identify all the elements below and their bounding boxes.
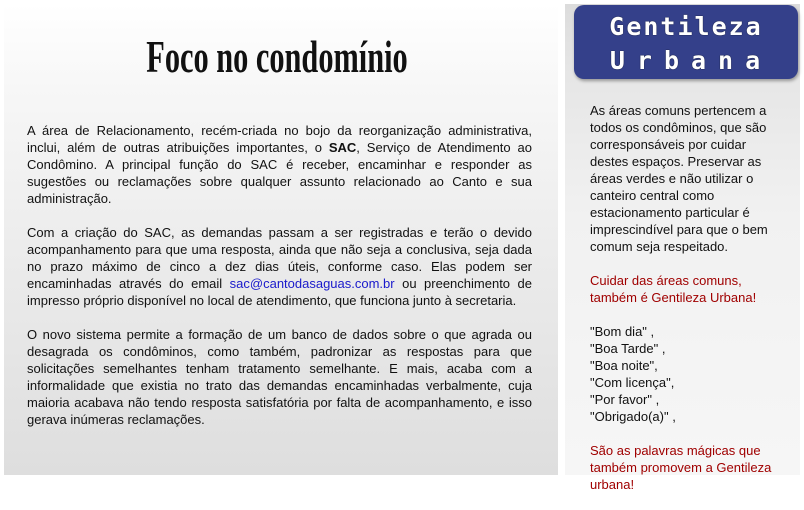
sidebar-highlight-2: São as palavras mágicas que também promovem a Gentileza urbana! — [590, 443, 772, 492]
magic-word-item: "Por favor" , — [590, 392, 660, 407]
article-body — [27, 122, 532, 445]
magic-word-item: "Bom dia" , — [590, 324, 655, 339]
magic-word-item: "Obrigado(a)" , — [590, 409, 676, 424]
article-paragraph-1 — [27, 122, 532, 207]
magic-word-item: "Boa noite", — [590, 358, 658, 373]
sac-email-link[interactable]: sac@cantodasaguas.com.br — [229, 276, 395, 291]
paragraph-1-text-b: , Serviço de Atendimento ao Condômino. A principal função do SAC é receber, encaminhar e responder as sugestões ou reclamações sobre qualquer assunto relacionado ao Canto e sua administração. — [27, 140, 532, 206]
sidebar-highlight-1: Cuidar das áreas comuns, também é Gentileza Urbana! — [590, 273, 757, 305]
gentileza-urbana-badge — [574, 5, 798, 79]
magic-word-item: "Com licença", — [590, 375, 675, 390]
paragraph-1-text-a: A área de Relacionamento, recém-criada no bojo da reorganização administrativa, inclui, além de outras atribuições importantes, o — [27, 123, 532, 155]
article-paragraph-3: O novo sistema permite a formação de um banco de dados sobre o que agrada ou desagrada os condôminos, como também, padronizar as respostas para que solicitações semelhantes tenham tratamento semelhante. E mais, acaba com a informalidade que existia no trato das demandas encaminhadas verbalmente, cuja maioria acabava não tendo resposta satisfatória por falta de acompanhamento, e isso gerava inúmeras reclamações. — [27, 327, 532, 427]
magic-word-item: "Boa Tarde" , — [590, 341, 666, 356]
badge-title-line-1: Gentileza — [609, 12, 763, 41]
paragraph-2-text-b: ou preenchimento de impresso próprio disponível no local de atendimento, que funciona junto à secretaria. — [27, 276, 532, 308]
sac-bold-term: SAC — [328, 140, 357, 155]
paragraph-2-text-a: Com a criação do SAC, as demandas passam a ser registradas e terão o devido acompanhamento para que uma resposta, ainda que não seja a conclusiva, seja dada no prazo máximo de cinco a dez dias úteis, conforme caso. Elas podem ser encaminhadas através do email — [27, 225, 532, 291]
article-paragraph-2 — [27, 224, 532, 309]
article-title: Foco no condomínio — [146, 31, 408, 82]
sidebar-text — [590, 102, 780, 510]
badge-title-line-2: Urbana — [609, 46, 773, 75]
magic-words-list — [590, 323, 780, 425]
sidebar-intro: As áreas comuns pertencem a todos os condôminos, que são corresponsáveis por cuidar destes espaços. Preservar as áreas verdes e não utilizar o canteiro central como estacionamento particular é imprescindível para que o bem comum seja respeitado. — [590, 103, 768, 254]
